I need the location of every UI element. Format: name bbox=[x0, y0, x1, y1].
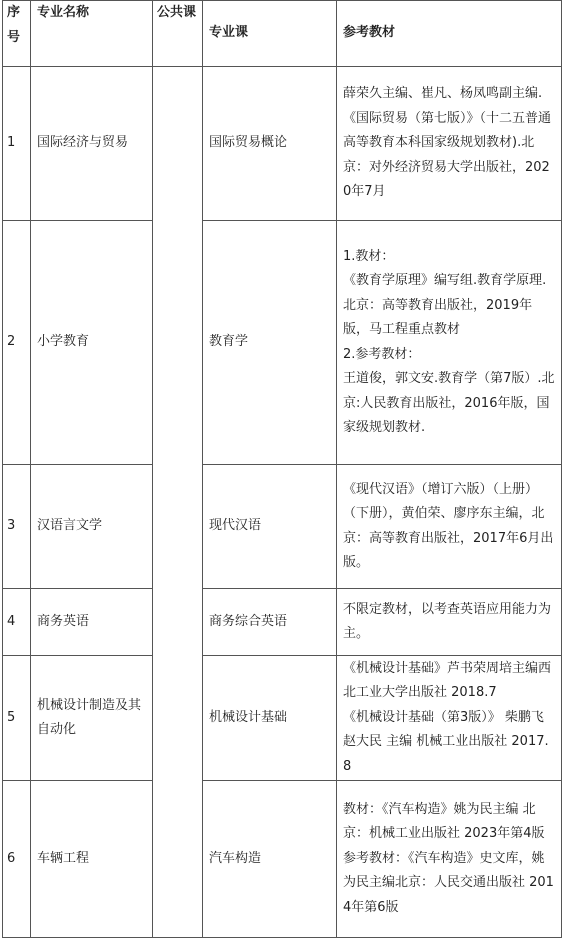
row-course: 商务综合英语 bbox=[203, 589, 337, 656]
table-row bbox=[3, 67, 562, 221]
row-textbook bbox=[337, 656, 562, 781]
row-no: 2 bbox=[3, 221, 31, 465]
textbook-line: 1.教材： bbox=[343, 248, 395, 264]
textbook-line: 《现代汉语》（增订六版）（上册）（下册），黄伯荣、廖序东主编，北京：高等教育出版社，2017年6月出版。 bbox=[343, 481, 554, 570]
row-major: 汉语言文学 bbox=[31, 465, 153, 589]
row-textbook bbox=[337, 465, 562, 589]
row-no: 4 bbox=[3, 589, 31, 656]
header-major: 专业名称 bbox=[31, 1, 153, 67]
row-textbook bbox=[337, 589, 562, 656]
row-textbook bbox=[337, 221, 562, 465]
textbook-line: 不限定教材，以考查英语应用能力为主。 bbox=[343, 601, 552, 641]
row-major: 机械设计制造及其自动化 bbox=[31, 656, 153, 781]
textbook-line: 《机械设计基础》芦书荣周培主编西北工业大学出版社 2018.7 bbox=[343, 660, 552, 701]
row-course: 汽车构造 bbox=[203, 781, 337, 938]
table-row bbox=[3, 589, 562, 656]
header-public-course: 公共课 bbox=[153, 1, 203, 67]
header-textbook: 参考教材 bbox=[337, 1, 562, 67]
row-no: 1 bbox=[3, 67, 31, 221]
row-major: 商务英语 bbox=[31, 589, 153, 656]
major-course-table bbox=[2, 0, 562, 938]
textbook-line: 王道俊，郭文安.教育学（第7版）.北京:人民教育出版社，2016年版，国家级规划教材. bbox=[343, 371, 555, 435]
row-no: 3 bbox=[3, 465, 31, 589]
textbook-line: 参考教材：《汽车构造》史文库，姚为民主编北京：人民交通出版社 2014年第6版 bbox=[343, 850, 554, 915]
header-major-course: 专业课 bbox=[203, 1, 337, 67]
row-textbook bbox=[337, 781, 562, 938]
table-row bbox=[3, 465, 562, 589]
textbook-line: 《机械设计基础（第3版）》 柴鹏飞 赵大民 主编 机械工业出版社 2017.8 bbox=[343, 709, 549, 774]
public-course-cell bbox=[153, 67, 203, 938]
textbook-line: 教材：《汽车构造》姚为民主编 北京：机械工业出版社 2023年第4版 bbox=[343, 801, 545, 842]
table-row bbox=[3, 781, 562, 938]
row-no: 6 bbox=[3, 781, 31, 938]
row-textbook bbox=[337, 67, 562, 221]
textbook-line: 《教育学原理》编写组.教育学原理.北京：高等教育出版社，2019年版，马工程重点教材 bbox=[343, 273, 547, 337]
row-course: 机械设计基础 bbox=[203, 656, 337, 781]
table-row bbox=[3, 656, 562, 781]
row-course: 现代汉语 bbox=[203, 465, 337, 589]
row-major: 国际经济与贸易 bbox=[31, 67, 153, 221]
header-no: 序号 bbox=[3, 1, 31, 67]
table-header-row bbox=[3, 1, 562, 67]
row-course: 国际贸易概论 bbox=[203, 67, 337, 221]
row-major: 小学教育 bbox=[31, 221, 153, 465]
row-course: 教育学 bbox=[203, 221, 337, 465]
row-no: 5 bbox=[3, 656, 31, 781]
textbook-line: 2.参考教材： bbox=[343, 346, 421, 362]
table-row bbox=[3, 221, 562, 465]
row-major: 车辆工程 bbox=[31, 781, 153, 938]
textbook-line: 薛荣久主编、崔凡、杨凤鸣副主编.《国际贸易（第七版）》（十二五普通高等教育本科国家级规划教材).北京：对外经济贸易大学出版社，2020年7月 bbox=[343, 86, 552, 200]
